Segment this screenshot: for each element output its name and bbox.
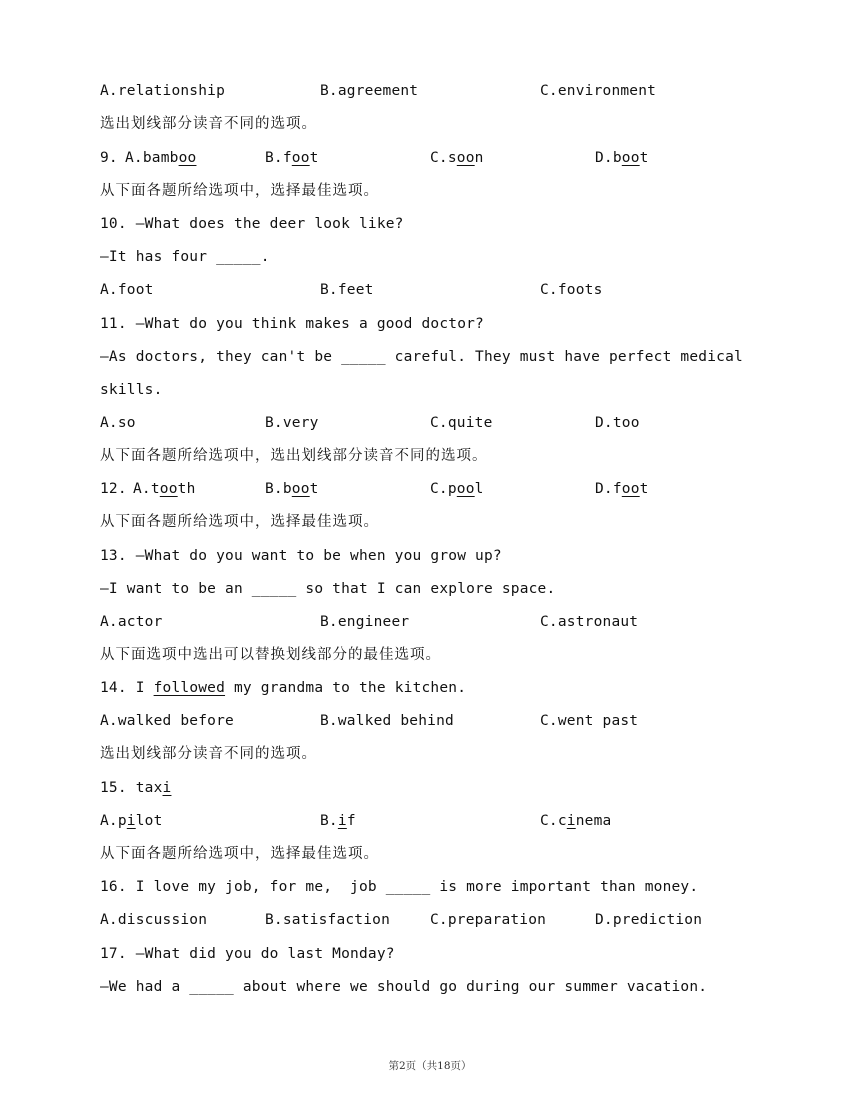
q15-option-a: A.pilot [100,813,163,829]
instruction-best-choice: 从下面各题所给选项中，选择最佳选项。 [100,514,379,530]
underlined-letters: oo [621,481,640,497]
instruction-best-choice: 从下面各题所给选项中，选择最佳选项。 [100,183,379,199]
q14-option-a: A.walked before [100,713,234,729]
underlined-letters: oo [291,150,310,166]
underlined-letters: i [126,813,136,829]
q11-answer-line1: —As doctors, they can't be _____ careful. They must have perfect medical [100,349,743,365]
q8-option-c: C.environment [540,83,657,99]
page-footer: 第2页（共18页） [388,1060,472,1072]
underlined-letters: oo [159,481,178,497]
q11-option-c: C.quite [430,415,493,431]
q11-option-d: D.too [595,415,640,431]
instruction-pronunciation: 从下面各题所给选项中，选出划线部分读音不同的选项。 [100,448,488,464]
q11-option-a: A.so [100,415,136,431]
q17-answer: —We had a _____ about where we should go during our summer vacation. [100,979,708,995]
q10-option-b: B.feet [320,282,374,298]
q12-option-c: C.pool [430,481,484,497]
underlined-word: followed [153,680,226,696]
q16-option-c: C.preparation [430,912,547,928]
underlined-letters: oo [291,481,310,497]
q14-option-c: C.went past [540,713,639,729]
q12-number: 12. [100,481,127,497]
q15-question: 15. taxi [100,780,172,796]
underlined-letters: i [162,780,172,796]
underlined-letters: oo [621,150,640,166]
q11-question: 11. —What do you think makes a good doctor? [100,316,484,332]
q14-question: 14. I followed my grandma to the kitchen. [100,680,467,696]
q14-option-b: B.walked behind [320,713,454,729]
q13-option-b: B.engineer [320,614,410,630]
q12-option-d: D.foot [595,481,649,497]
q15-option-b: B.if [320,813,356,829]
q15-option-c: C.cinema [540,813,612,829]
q13-option-a: A.actor [100,614,163,630]
q9-option-a: A.bamboo [125,150,197,166]
underlined-letters: i [566,813,576,829]
instruction-pronunciation: 选出划线部分读音不同的选项。 [100,116,317,132]
instruction-best-choice: 从下面各题所给选项中，选择最佳选项。 [100,846,379,862]
q10-option-c: C.foots [540,282,603,298]
underlined-letters: i [337,813,347,829]
q11-option-b: B.very [265,415,319,431]
q16-option-a: A.discussion [100,912,208,928]
q10-option-a: A.foot [100,282,154,298]
underlined-letters: oo [456,481,475,497]
instruction-replace: 从下面选项中选出可以替换划线部分的最佳选项。 [100,647,441,663]
q16-option-b: B.satisfaction [265,912,391,928]
q16-option-d: D.prediction [595,912,703,928]
q9-option-b: B.foot [265,150,319,166]
q12-option-a: A.tooth [133,481,196,497]
instruction-pronunciation: 选出划线部分读音不同的选项。 [100,746,317,762]
q13-question: 13. —What do you want to be when you grow up? [100,548,502,564]
underlined-letters: oo [178,150,197,166]
q16-question: 16. I love my job, for me, job _____ is more important than money. [100,879,699,895]
q13-option-c: C.astronaut [540,614,639,630]
q9-option-c: C.soon [430,150,484,166]
q13-answer: —I want to be an _____ so that I can explore space. [100,581,556,597]
q10-answer: —It has four _____. [100,249,270,265]
q11-answer-line2: skills. [100,382,163,398]
q10-question: 10. —What does the deer look like? [100,216,404,232]
q8-option-b: B.agreement [320,83,419,99]
underlined-letters: oo [456,150,475,166]
q9-number: 9. [100,150,118,166]
q9-option-d: D.boot [595,150,649,166]
q12-option-b: B.boot [265,481,319,497]
q8-option-a: A.relationship [100,83,226,99]
q17-question: 17. —What did you do last Monday? [100,946,395,962]
